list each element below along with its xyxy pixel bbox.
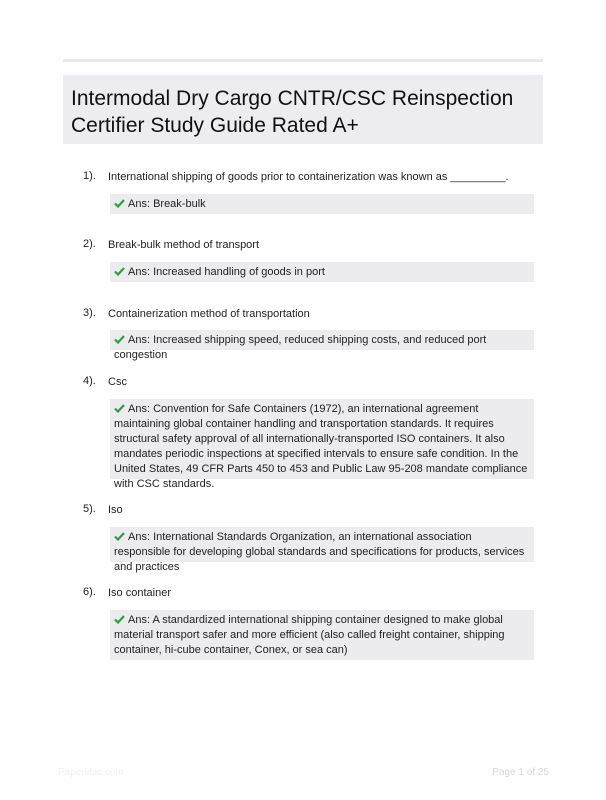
question-text: Break-bulk method of transport (108, 239, 260, 251)
answer-box (110, 194, 534, 214)
footer-watermark: Paperlibic.com (58, 767, 124, 778)
question-number: 3). (83, 307, 96, 319)
question-text: Iso (108, 504, 123, 516)
question-number: 4). (83, 375, 96, 387)
question-number: 5). (83, 503, 96, 515)
answer-text: Ans: Increased shipping speed, reduced shipping costs, and reduced port congestion (114, 334, 487, 361)
page-indicator: Page 1 of 25 (492, 767, 549, 778)
question-number: 1). (83, 170, 96, 182)
question-number: 6). (83, 586, 96, 598)
answer-text: Ans: A standardized international shipping container designed to make global material transport safer and more efficient (also called freight container, shipping container, hi-cube container, Conex, or sea can) (114, 614, 505, 656)
document-title: Intermodal Dry Cargo CNTR/CSC Reinspection Certifier Study Guide Rated A+ (71, 87, 514, 137)
answer-text: Ans: Convention for Safe Containers (1972), an international agreement maintaining global container handling and transportation standards. It requires structural safety approval of all internationally-transported ISO containers. It also mandates periodic inspections at specified intervals to ensure safe condition. In the United States, 49 CFR Parts 450 to 453 and Public Law 95-208 mandate compliance with CSC standards. (114, 403, 528, 490)
question-text: Containerization method of transportation (108, 308, 310, 320)
answer-box (110, 330, 534, 361)
answer-box (110, 262, 534, 282)
answer-text: Ans: International Standards Organization, an international association responsible for developing global standards and specifications for products, services and practices (114, 531, 525, 573)
check-icon (114, 615, 125, 624)
check-icon (114, 267, 125, 276)
answer-box (110, 527, 534, 573)
answer-text: Ans: Increased handling of goods in port (128, 266, 325, 278)
check-icon (114, 199, 125, 208)
question-number: 2). (83, 238, 96, 250)
title-box (63, 75, 543, 144)
answer-box (110, 399, 534, 490)
check-icon (114, 335, 125, 344)
answer-text: Ans: Break-bulk (128, 198, 206, 210)
question-text: Iso container (108, 587, 171, 599)
answer-box (110, 610, 534, 660)
question-text: International shipping of goods prior to containerization was known as _________. (108, 171, 509, 183)
top-rule (63, 59, 543, 62)
check-icon (114, 532, 125, 541)
check-icon (114, 404, 125, 413)
question-text: Csc (108, 376, 127, 388)
